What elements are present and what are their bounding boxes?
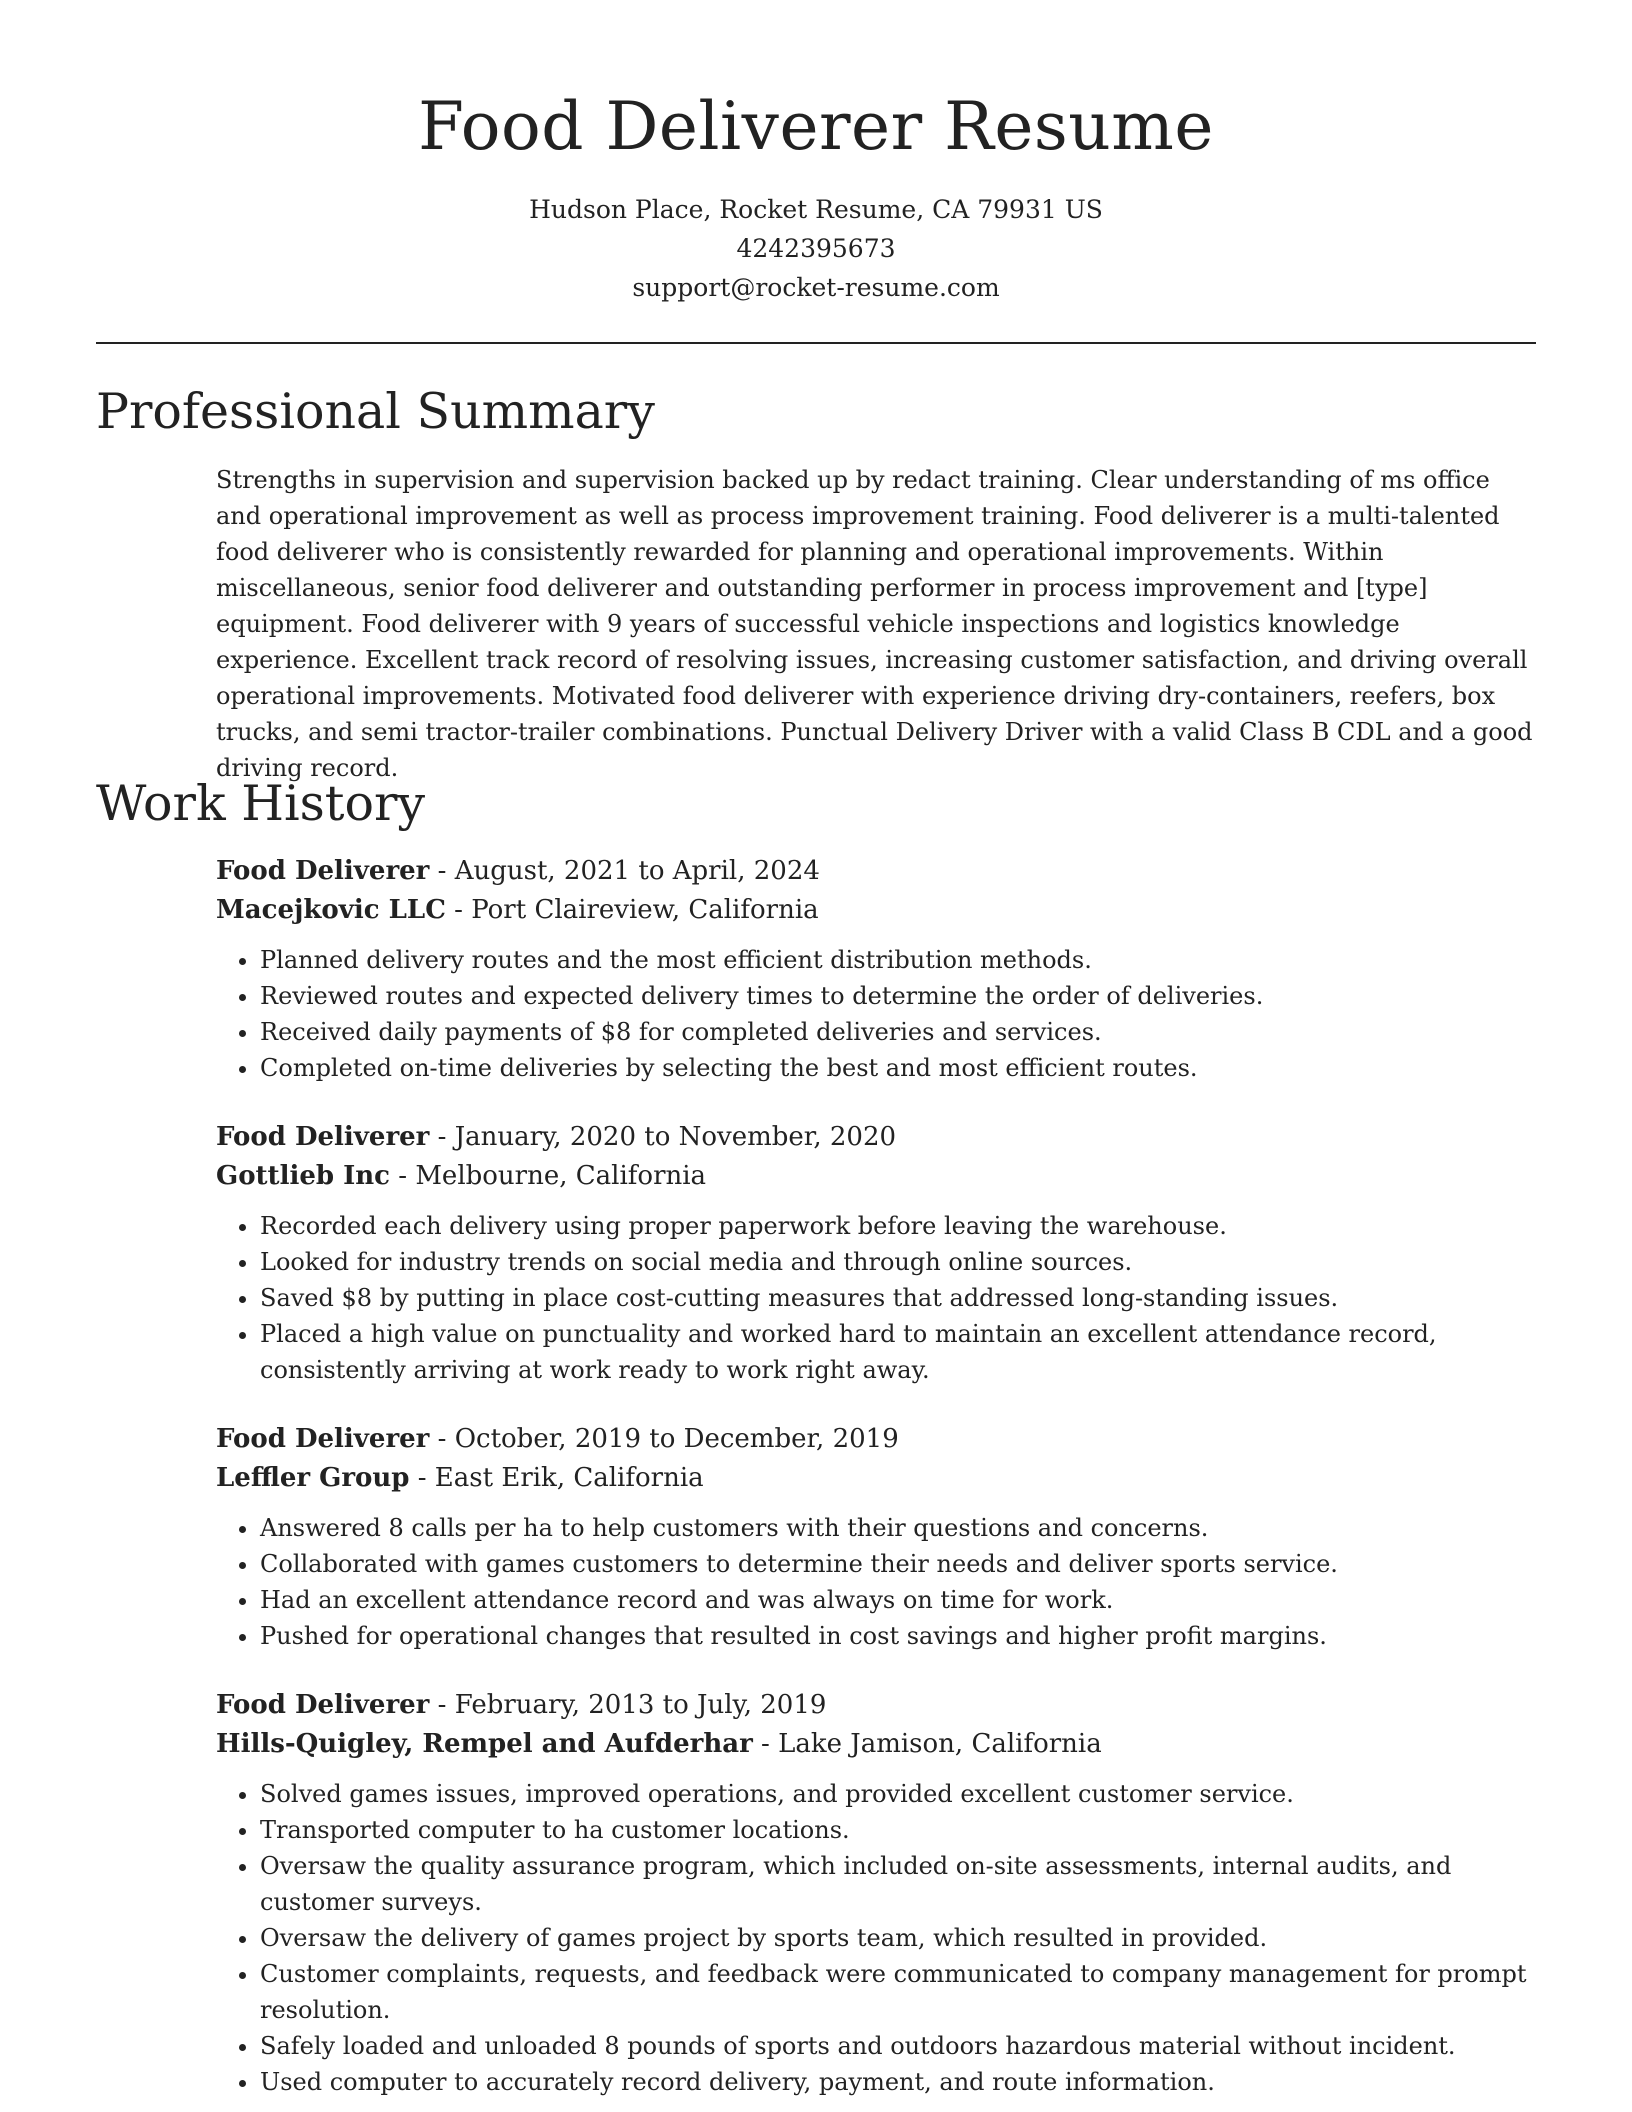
- job-title: Food Deliverer: [216, 856, 430, 886]
- job-title: Food Deliverer: [216, 1424, 430, 1454]
- job-title-line: [216, 852, 1536, 891]
- job-bullet: • Planned delivery routes and the most efficient distribution methods.: [260, 942, 1536, 978]
- job-bullet: • Pushed for operational changes that resulted in cost savings and higher profit margins.: [260, 1618, 1536, 1654]
- job-title: Food Deliverer: [216, 1122, 430, 1152]
- job-company-line: [216, 1157, 1536, 1196]
- job-location: - Lake Jamison, California: [752, 1729, 1102, 1759]
- contact-block: [0, 190, 1632, 307]
- job-bullet: • Recorded each delivery using proper paperwork before leaving the warehouse.: [260, 1208, 1536, 1244]
- work-history-heading: Work History: [96, 775, 426, 832]
- job-title-line: [216, 1420, 1536, 1459]
- job-location: - Melbourne, California: [390, 1161, 707, 1191]
- job-bullet: • Received daily payments of $8 for completed deliveries and services.: [260, 1014, 1536, 1050]
- job-bullet: • Reviewed routes and expected delivery times to determine the order of deliveries.: [260, 978, 1536, 1014]
- job-dates: - October, 2019 to December, 2019: [429, 1424, 899, 1454]
- job-bullets: [216, 1208, 1536, 1388]
- work-history-list: [216, 852, 1536, 2112]
- job-bullet: • Saved $8 by putting in place cost-cutting measures that addressed long-standing issues.: [260, 1280, 1536, 1316]
- resume-title: Food Deliverer Resume: [418, 88, 1214, 165]
- job-bullet: • Had an excellent attendance record and was always on time for work.: [260, 1582, 1536, 1618]
- job-company-line: [216, 891, 1536, 930]
- job-entry: [216, 1118, 1536, 1388]
- job-bullets: [216, 942, 1536, 1086]
- job-company: Leffler Group: [216, 1463, 410, 1493]
- job-bullet: • Answered 8 calls per ha to help customers with their questions and concerns.: [260, 1510, 1536, 1546]
- job-bullet: • Completed on-time deliveries by selecting the best and most efficient routes.: [260, 1050, 1536, 1086]
- job-company: Hills-Quigley, Rempel and Aufderhar: [216, 1729, 753, 1759]
- job-location: - Port Claireview, California: [445, 895, 819, 925]
- job-dates: - August, 2021 to April, 2024: [429, 856, 820, 886]
- job-bullets: [216, 1776, 1536, 2100]
- contact-email: support@rocket-resume.com: [632, 273, 1000, 302]
- contact-address: Hudson Place, Rocket Resume, CA 79931 US: [529, 195, 1103, 224]
- job-bullet: • Collaborated with games customers to determine their needs and deliver sports service.: [260, 1546, 1536, 1582]
- job-entry: [216, 1686, 1536, 2100]
- resume-header: [0, 0, 1632, 307]
- job-bullet: • Oversaw the quality assurance program, which included on-site assessments, internal audits, and customer surveys.: [260, 1848, 1536, 1920]
- job-dates: - February, 2013 to July, 2019: [429, 1690, 827, 1720]
- job-title: Food Deliverer: [216, 1690, 430, 1720]
- job-location: - East Erik, California: [409, 1463, 704, 1493]
- header-divider: [96, 342, 1536, 344]
- job-company: Gottlieb Inc: [216, 1161, 390, 1191]
- job-bullet: • Safely loaded and unloaded 8 pounds of sports and outdoors hazardous material without incident.: [260, 2028, 1536, 2064]
- job-entry: [216, 1420, 1536, 1654]
- job-bullet: • Placed a high value on punctuality and worked hard to maintain an excellent attendance record, consistently arriving at work ready to work right away.: [260, 1316, 1536, 1388]
- job-bullet: • Oversaw the delivery of games project by sports team, which resulted in provided.: [260, 1920, 1536, 1956]
- job-company-line: [216, 1725, 1536, 1764]
- job-company: Macejkovic LLC: [216, 895, 446, 925]
- job-bullet: • Transported computer to ha customer locations.: [260, 1812, 1536, 1848]
- job-title-line: [216, 1686, 1536, 1725]
- job-dates: - January, 2020 to November, 2020: [429, 1122, 897, 1152]
- job-bullet: • Customer complaints, requests, and feedback were communicated to company management for prompt resolution.: [260, 1956, 1536, 2028]
- summary-heading: Professional Summary: [96, 383, 655, 440]
- summary-text: Strengths in supervision and supervision backed up by redact training. Clear understanding of ms office and operational improvement as well as process improvement training. Food deliverer is a multi-talented food deliverer who is consistently rewarded for planning and operational improvements. Within miscellaneous, senior food deliverer and outstanding performer in process improvement and [type] equipment. Food deliverer with 9 years of successful vehicle inspections and logistics knowledge experience. Excellent track record of resolving issues, increasing customer satisfaction, and driving overall operational improvements. Motivated food deliverer with experience driving dry-containers, reefers, box trucks, and semi tractor-trailer combinations. Punctual Delivery Driver with a valid Class B CDL and a good driving record.: [216, 466, 1533, 782]
- contact-phone: 4242395673: [736, 234, 896, 263]
- job-entry: [216, 852, 1536, 1086]
- job-title-line: [216, 1118, 1536, 1157]
- job-bullets: [216, 1510, 1536, 1654]
- job-company-line: [216, 1459, 1536, 1498]
- job-bullet: • Used computer to accurately record delivery, payment, and route information.: [260, 2064, 1536, 2100]
- job-bullet: • Solved games issues, improved operations, and provided excellent customer service.: [260, 1776, 1536, 1812]
- job-bullet: • Looked for industry trends on social media and through online sources.: [260, 1244, 1536, 1280]
